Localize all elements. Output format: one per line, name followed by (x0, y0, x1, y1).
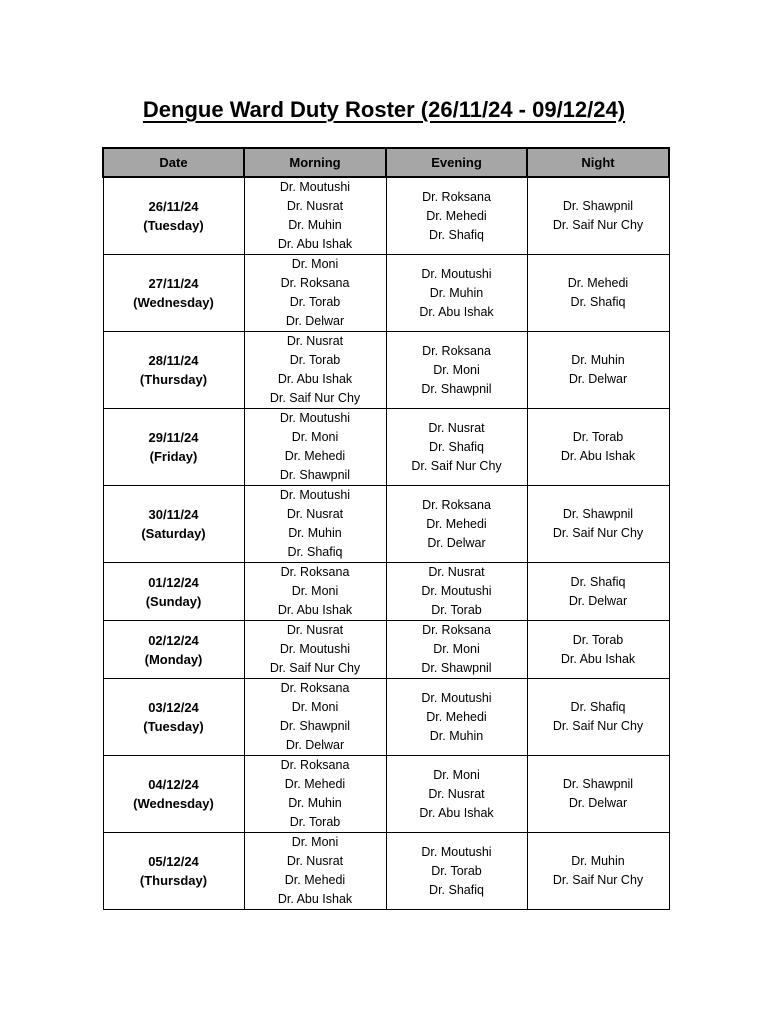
cell-evening (386, 756, 527, 833)
doctor-name: Dr. Delwar (285, 738, 345, 752)
table-header-row (103, 148, 669, 177)
cell-date (103, 756, 244, 833)
date-value: 03/12/24 (148, 700, 199, 715)
doctor-name: Dr. Mehedi (426, 208, 487, 223)
doctor-name: Dr. Muhin (288, 218, 342, 232)
doctor-name: Dr. Roksana (422, 189, 491, 204)
day-name: (Tuesday) (143, 218, 204, 233)
doctor-name: Dr. Nusrat (286, 623, 344, 637)
doctor-name: Dr. Shafiq (287, 545, 343, 559)
doctor-name: Dr. Torab (289, 295, 341, 309)
doctor-name: Dr. Saif Nur Chy (552, 526, 644, 540)
cell-date (103, 833, 244, 910)
doctor-name: Dr. Muhin (571, 353, 625, 367)
doctor-name: Dr. Roksana (422, 623, 491, 637)
doctor-name: Dr. Moni (291, 584, 339, 598)
doctor-name: Dr. Delwar (568, 593, 628, 608)
cell-night (527, 177, 669, 255)
day-name: (Wednesday) (133, 796, 214, 811)
doctor-name: Dr. Shawpnil (562, 199, 634, 213)
doctor-name: Dr. Shawpnil (279, 719, 351, 733)
cell-night (527, 409, 669, 486)
table-row (103, 756, 669, 833)
doctor-name: Dr. Mehedi (567, 276, 629, 290)
doctor-name: Dr. Muhin (429, 728, 484, 743)
cell-date (103, 409, 244, 486)
doctor-name: Dr. Moutushi (279, 642, 351, 656)
doctor-name: Dr. Muhin (288, 796, 342, 810)
date-value: 28/11/24 (148, 353, 199, 368)
table-body (103, 177, 669, 910)
doctor-name: Dr. Moutushi (279, 180, 351, 194)
day-name: (Friday) (149, 449, 198, 464)
doctor-name: Dr. Roksana (280, 758, 350, 772)
cell-morning (244, 563, 386, 621)
doctor-name: Dr. Mehedi (284, 777, 346, 791)
table-row (103, 679, 669, 756)
column-header-date: Date (103, 148, 244, 177)
doctor-name: Dr. Roksana (422, 343, 491, 358)
table-row (103, 255, 669, 332)
cell-night (527, 679, 669, 756)
column-header-evening: Evening (386, 148, 527, 177)
doctor-name: Dr. Nusrat (286, 854, 344, 868)
doctor-name: Dr. Shawpnil (279, 468, 351, 482)
doctor-name: Dr. Moni (291, 257, 339, 271)
doctor-name: Dr. Abu Ishak (419, 805, 494, 820)
doctor-name: Dr. Nusrat (428, 420, 485, 435)
doctor-name: Dr. Torab (289, 815, 341, 829)
doctor-name: Dr. Moutushi (421, 844, 492, 859)
date-value: 01/12/24 (148, 574, 199, 590)
table-row (103, 563, 669, 621)
table-row (103, 177, 669, 255)
doctor-name: Dr. Moutushi (421, 584, 492, 598)
doctor-name: Dr. Abu Ishak (277, 603, 353, 617)
table-row (103, 332, 669, 409)
doctor-name: Dr. Mehedi (284, 873, 346, 887)
doctor-name: Dr. Muhin (571, 854, 625, 868)
doctor-name: Dr. Delwar (427, 535, 486, 550)
table-row (103, 486, 669, 563)
cell-morning (244, 486, 386, 563)
cell-date (103, 621, 244, 679)
doctor-name: Dr. Delwar (568, 372, 628, 386)
doctor-name: Dr. Muhin (429, 285, 484, 300)
table-row (103, 833, 669, 910)
cell-evening (386, 563, 527, 621)
doctor-name: Dr. Shafiq (429, 882, 484, 897)
doctor-name: Dr. Shafiq (570, 574, 626, 589)
cell-evening (386, 177, 527, 255)
doctor-name: Dr. Abu Ishak (277, 237, 353, 251)
day-name: (Thursday) (139, 372, 208, 387)
date-value: 05/12/24 (148, 854, 199, 869)
date-value: 29/11/24 (148, 430, 199, 445)
date-value: 04/12/24 (148, 777, 199, 792)
doctor-name: Dr. Saif Nur Chy (552, 719, 644, 733)
doctor-name: Dr. Abu Ishak (277, 892, 353, 906)
doctor-name: Dr. Nusrat (428, 786, 485, 801)
doctor-name: Dr. Saif Nur Chy (269, 391, 361, 405)
table-row (103, 409, 669, 486)
doctor-name: Dr. Moutushi (421, 266, 492, 281)
cell-morning (244, 621, 386, 679)
doctor-name: Dr. Shafiq (429, 227, 484, 242)
doctor-name: Dr. Nusrat (286, 334, 344, 348)
doctor-name: Dr. Mehedi (426, 516, 487, 531)
cell-evening (386, 409, 527, 486)
cell-night (527, 332, 669, 409)
doctor-name: Dr. Shawpnil (421, 381, 492, 396)
cell-evening (386, 621, 527, 679)
cell-date (103, 255, 244, 332)
cell-date (103, 563, 244, 621)
doctor-name: Dr. Moutushi (279, 488, 351, 502)
doctor-name: Dr. Abu Ishak (419, 304, 494, 319)
page-title (0, 92, 768, 128)
day-name: (Saturday) (141, 526, 206, 541)
cell-date (103, 486, 244, 563)
cell-evening (386, 833, 527, 910)
doctor-name: Dr. Delwar (285, 314, 345, 328)
day-name: (Wednesday) (133, 295, 214, 310)
doctor-name: Dr. Nusrat (428, 565, 485, 579)
cell-date (103, 177, 244, 255)
page-title-text: Dengue Ward Duty Roster (26/11/24 - 09/12/24) (142, 97, 626, 122)
doctor-name: Dr. Shafiq (570, 700, 626, 714)
doctor-name: Dr. Moni (433, 362, 480, 377)
cell-night (527, 621, 669, 679)
cell-date (103, 332, 244, 409)
cell-morning (244, 409, 386, 486)
doctor-name: Dr. Torab (431, 603, 482, 617)
doctor-name: Dr. Shafiq (429, 439, 484, 454)
duty-roster-table (102, 147, 670, 910)
table-row (103, 621, 669, 679)
doctor-name: Dr. Shawpnil (562, 507, 634, 521)
doctor-name: Dr. Torab (572, 632, 624, 647)
doctor-name: Dr. Moutushi (421, 690, 492, 705)
doctor-name: Dr. Nusrat (286, 199, 344, 213)
cell-morning (244, 255, 386, 332)
doctor-name: Dr. Nusrat (286, 507, 344, 521)
day-name: (Sunday) (145, 593, 202, 609)
cell-morning (244, 679, 386, 756)
doctor-name: Dr. Shawpnil (562, 777, 634, 791)
cell-night (527, 563, 669, 621)
doctor-name: Dr. Muhin (288, 526, 342, 540)
cell-evening (386, 332, 527, 409)
cell-morning (244, 177, 386, 255)
column-header-night: Night (527, 148, 669, 177)
doctor-name: Dr. Roksana (280, 276, 350, 290)
doctor-name: Dr. Shafiq (570, 295, 626, 309)
cell-night (527, 833, 669, 910)
column-header-morning: Morning (244, 148, 386, 177)
doctor-name: Dr. Torab (289, 353, 341, 367)
doctor-name: Dr. Shawpnil (421, 661, 492, 675)
doctor-name: Dr. Moni (433, 767, 480, 782)
doctor-name: Dr. Moni (291, 700, 339, 714)
doctor-name: Dr. Torab (431, 863, 482, 878)
doctor-name: Dr. Abu Ishak (277, 372, 353, 386)
date-value: 27/11/24 (148, 276, 199, 291)
doctor-name: Dr. Mehedi (284, 449, 346, 463)
cell-morning (244, 833, 386, 910)
doctor-name: Dr. Roksana (280, 565, 350, 579)
doctor-name: Dr. Moni (433, 642, 480, 656)
doctor-name: Dr. Saif Nur Chy (269, 661, 361, 675)
cell-night (527, 756, 669, 833)
cell-evening (386, 486, 527, 563)
doctor-name: Dr. Torab (572, 430, 624, 444)
doctor-name: Dr. Moutushi (279, 411, 351, 425)
day-name: (Monday) (144, 651, 203, 667)
doctor-name: Dr. Roksana (280, 681, 350, 695)
cell-night (527, 255, 669, 332)
doctor-name: Dr. Abu Ishak (560, 449, 636, 463)
doctor-name: Dr. Moni (291, 835, 339, 849)
cell-morning (244, 332, 386, 409)
cell-evening (386, 679, 527, 756)
cell-night (527, 486, 669, 563)
doctor-name: Dr. Saif Nur Chy (552, 873, 644, 887)
day-name: (Tuesday) (143, 719, 204, 734)
cell-date (103, 679, 244, 756)
doctor-name: Dr. Saif Nur Chy (411, 458, 502, 473)
doctor-name: Dr. Moni (291, 430, 339, 444)
doctor-name: Dr. Saif Nur Chy (552, 218, 644, 232)
date-value: 26/11/24 (148, 199, 199, 214)
doctor-name: Dr. Abu Ishak (560, 651, 636, 666)
doctor-name: Dr. Mehedi (426, 709, 487, 724)
cell-evening (386, 255, 527, 332)
doctor-name: Dr. Roksana (422, 497, 491, 512)
date-value: 02/12/24 (148, 632, 199, 648)
cell-morning (244, 756, 386, 833)
day-name: (Thursday) (139, 873, 208, 888)
date-value: 30/11/24 (148, 507, 199, 522)
doctor-name: Dr. Delwar (568, 796, 628, 810)
